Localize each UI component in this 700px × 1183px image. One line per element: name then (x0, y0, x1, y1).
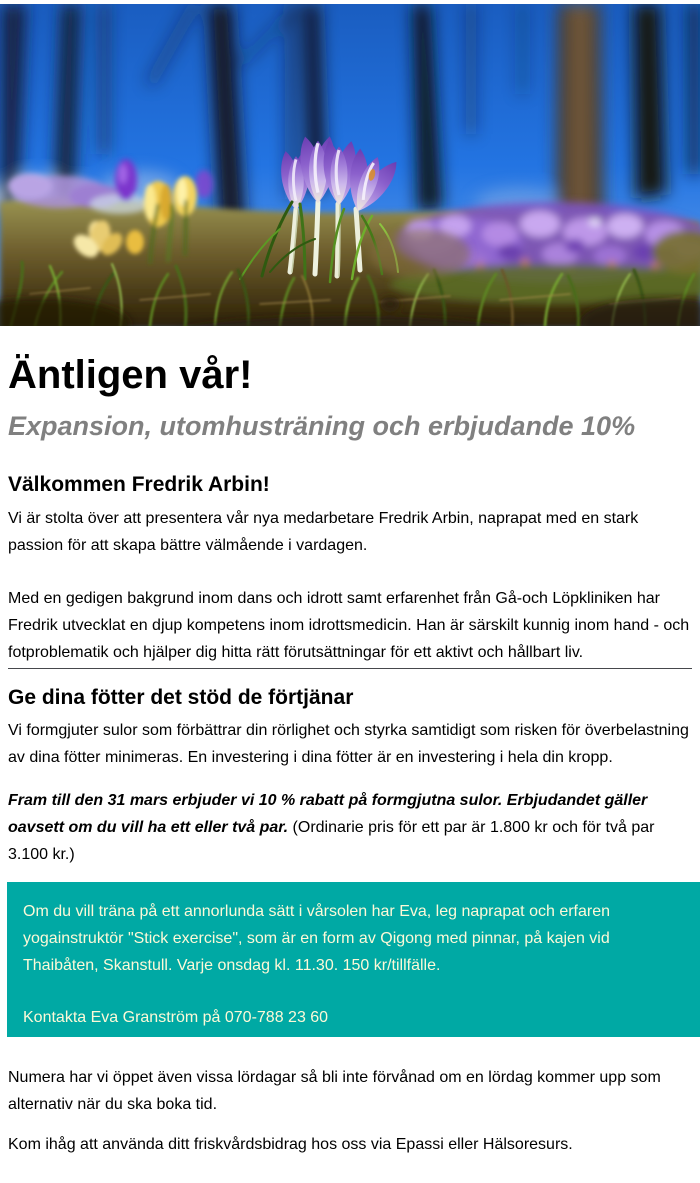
callout-paragraph-2: Kontakta Eva Granström på 070-788 23 60 (23, 1009, 329, 1026)
section-heading-welcome: Välkommen Fredrik Arbin! (8, 473, 270, 496)
welcome-paragraph-1: Vi är stolta över att presentera vår nya medarbetare Fredrik Arbin, naprapat med en stark passion för att skapa bättre välmående i vardagen. (8, 510, 639, 554)
feet-paragraph: Vi formgjuter sulor som förbättrar din rörlighet och styrka samtidigt som risken för överbelastning av dina fötter minimeras. En investering i dina fötter är en investering i hela din kropp. (8, 722, 689, 766)
offer-paragraph (8, 787, 692, 868)
header-photo-spring-crocus (0, 0, 700, 326)
footer-paragraph-2: Kom ihåg att använda ditt friskvårdsbidrag hos oss via Epassi eller Hälsoresurs. (8, 1136, 573, 1153)
page-title: Äntligen vår! (8, 353, 253, 397)
callout-paragraph-1: Om du vill träna på ett annorlunda sätt i vårsolen har Eva, leg naprapat och erfaren yogainstruktör "Stick exercise", som är en form av Qigong med pinnar, på kajen vid Thaibåten, Skanstull. Varje onsdag kl. 11.30. 150 kr/tillfälle. (23, 903, 611, 974)
offer-bold-text: Fram till den 31 mars erbjuder vi 10 % rabatt på formgjutna sulor. Erbjudandet gäller oavsett om du vill ha ett eller två par. (8, 792, 648, 836)
page-subtitle: Expansion, utomhusträning och erbjudande 10% (8, 411, 636, 441)
footer-paragraph-1: Numera har vi öppet även vissa lördagar så bli inte förvånad om en lördag kommer upp som alternativ när du ska boka tid. (8, 1069, 661, 1113)
section-heading-feet: Ge dina fötter det stöd de förtjänar (8, 686, 354, 709)
welcome-paragraph-2: Med en gedigen bakgrund inom dans och idrott samt erfarenhet från Gå-och Löpkliniken har Fredrik utvecklat en djup kompetens inom idrottsmedicin. Han är särskilt kunnig inom hand - och fotproblematik och hjälper dig hitta rätt förutsättningar för ett aktivt och hållbart liv. (8, 590, 690, 661)
newsletter-body (0, 353, 700, 868)
footer-block (0, 1064, 700, 1158)
offer-normal-text: (Ordinarie pris för ett par är 1.800 kr och för två par 3.100 kr.) (8, 819, 655, 863)
section-divider (8, 668, 692, 669)
callout-box (7, 882, 700, 1037)
